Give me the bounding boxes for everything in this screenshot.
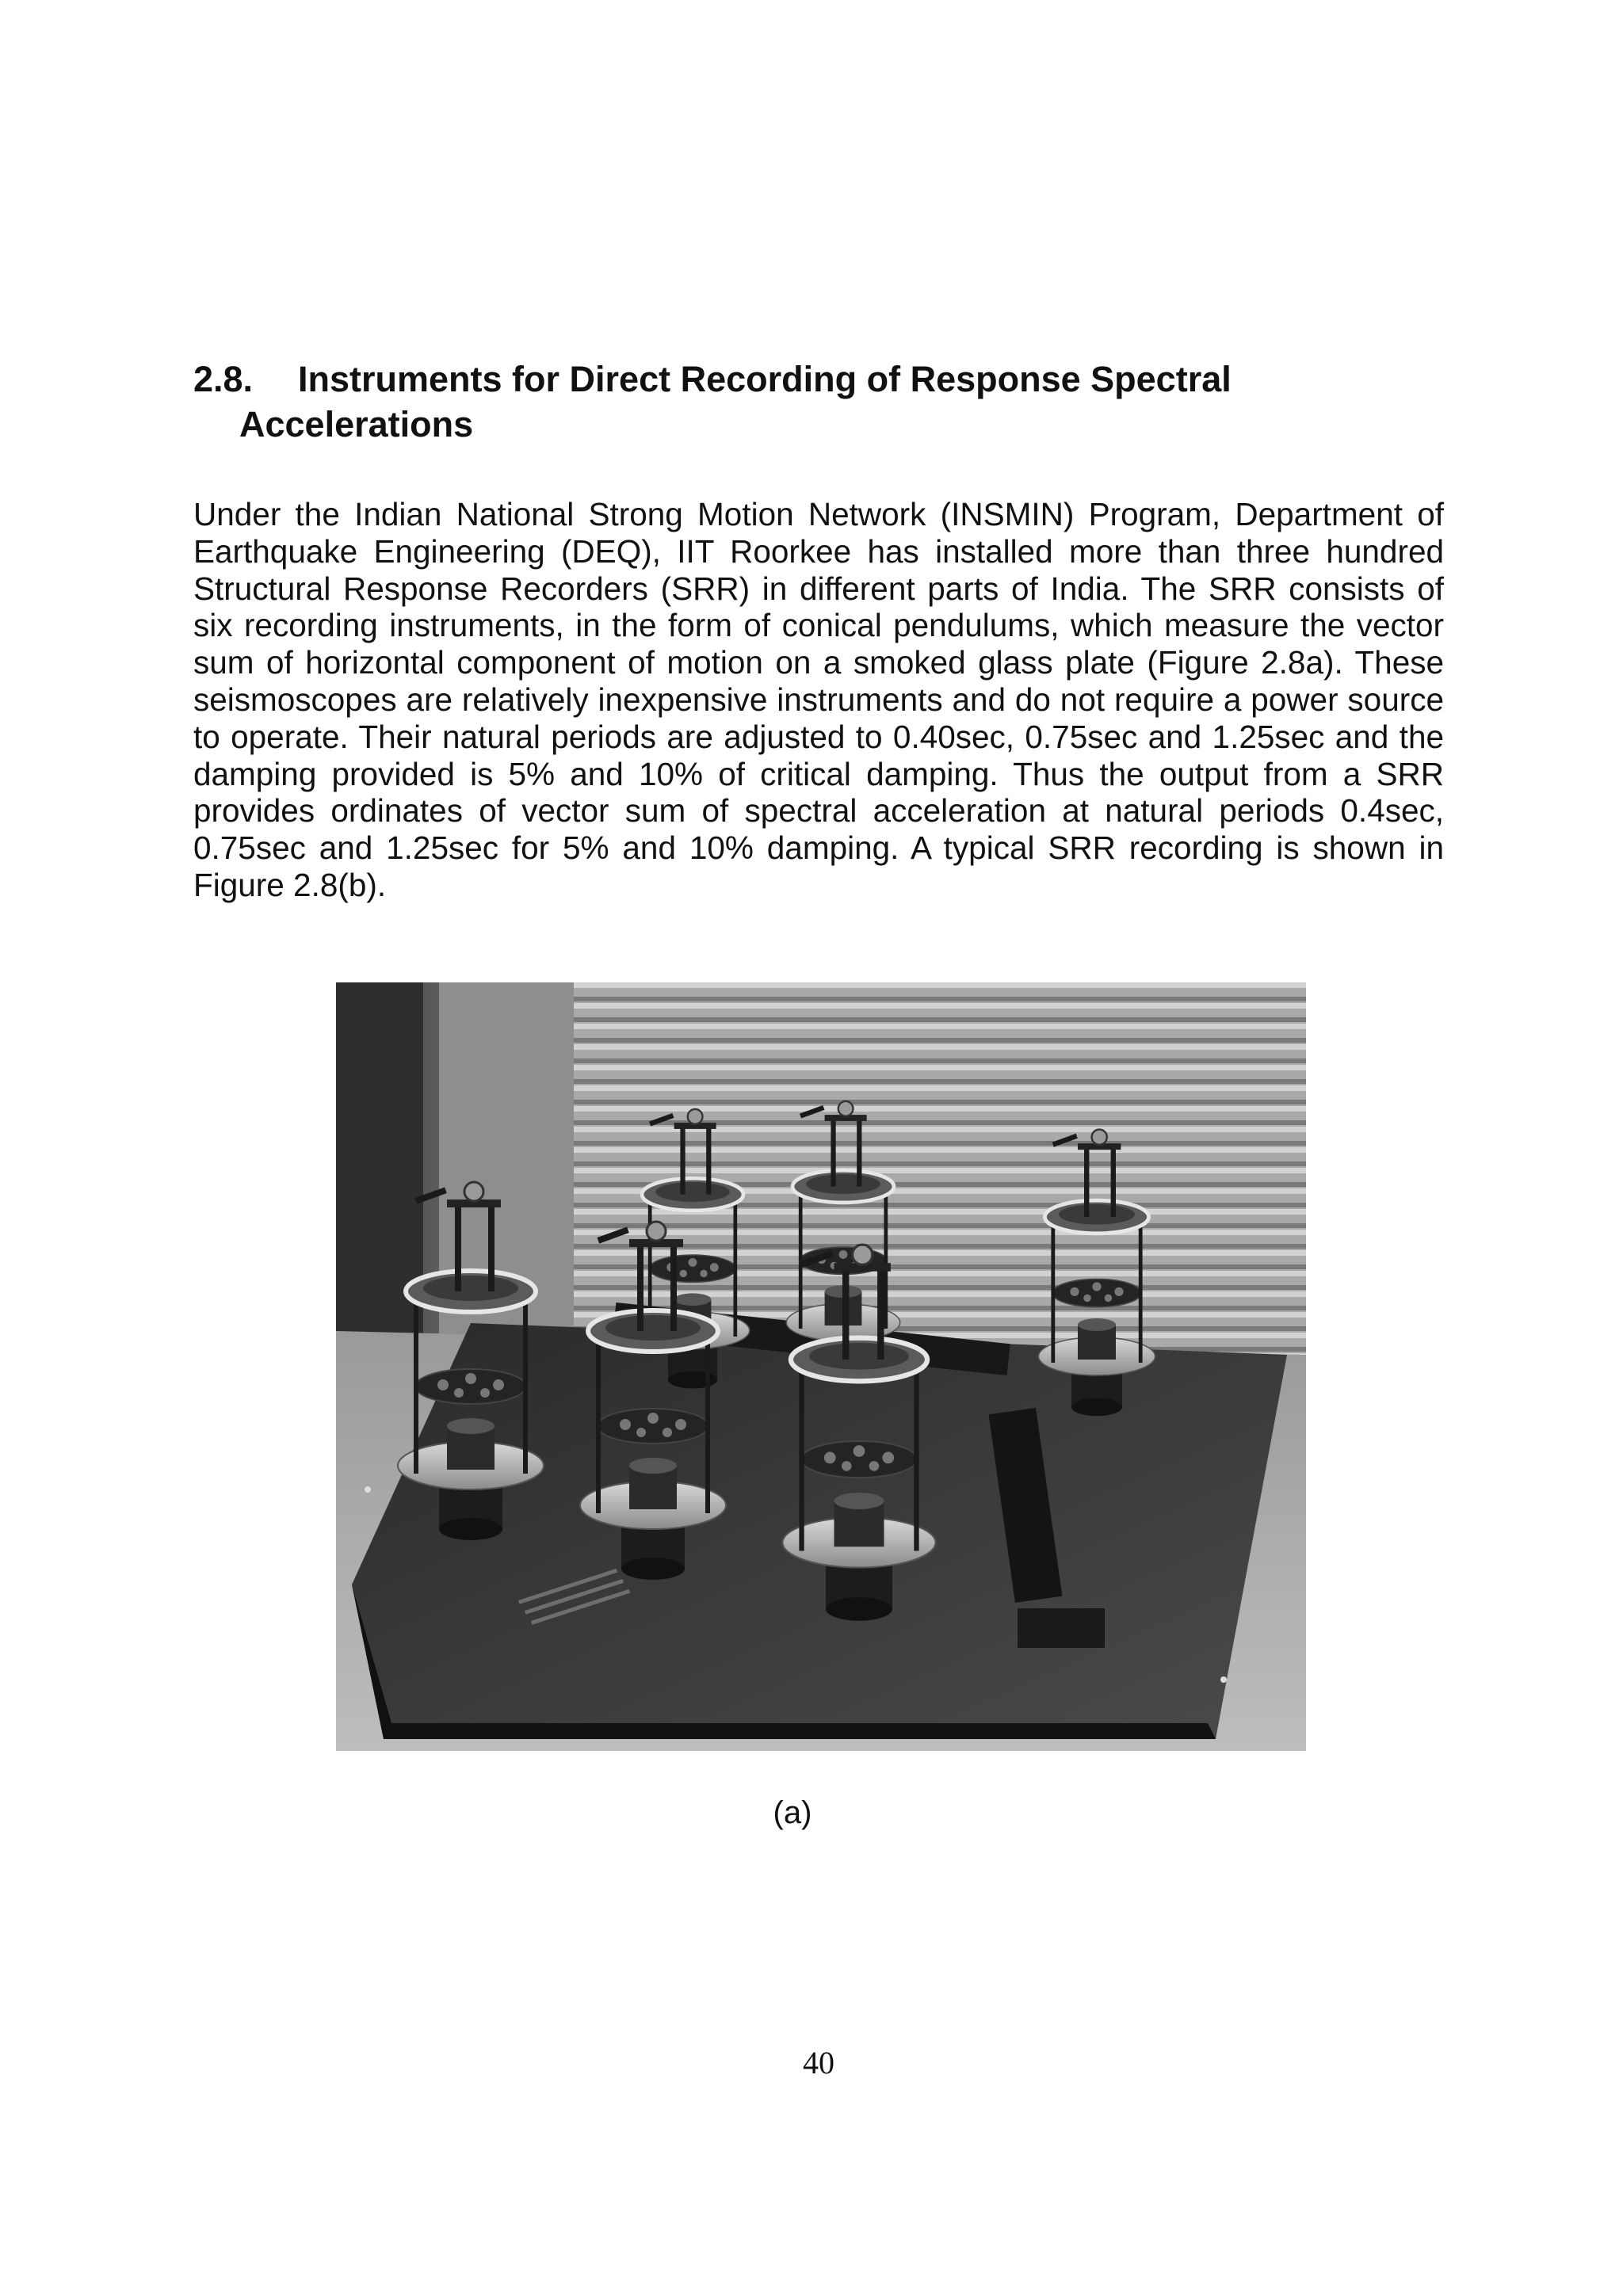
- srr-photo-illustration: [336, 982, 1306, 1751]
- body-paragraph: Under the Indian National Strong Motion Network (INSMIN) Program, Department of Earthquake Engineering (DEQ), IIT Roorkee has installed more than three hundred Structural Response Recorders (SRR) in different parts of India. The SRR consists of six recording instruments, in the form of conical pendulums, which measure the vector sum of horizontal component of motion on a smoked glass plate (Figure 2.8a). These seismoscopes are relatively inexpensive instruments and do not require a power source to operate. Their natural periods are adjusted to 0.40sec, 0.75sec and 1.25sec and the damping provided is 5% and 10% of critical damping. Thus the output from a SRR provides ordinates of vector sum of spectral acceleration at natural periods 0.4sec, 0.75sec and 1.25sec for 5% and 10% damping. A typical SRR recording is shown in Figure 2.8(b).: [193, 496, 1444, 903]
- section-heading-line1: [193, 357, 1485, 402]
- section-title-part2: Accelerations: [239, 404, 474, 444]
- section-heading: [193, 357, 1485, 447]
- srr-instrument-photo: [336, 982, 1306, 1751]
- page-number: 40: [803, 2045, 834, 2081]
- figure-caption: (a): [773, 1795, 812, 1830]
- section-number: 2.8.: [193, 359, 254, 399]
- section-title-part1: Instruments for Direct Recording of Response Spectral: [298, 359, 1232, 399]
